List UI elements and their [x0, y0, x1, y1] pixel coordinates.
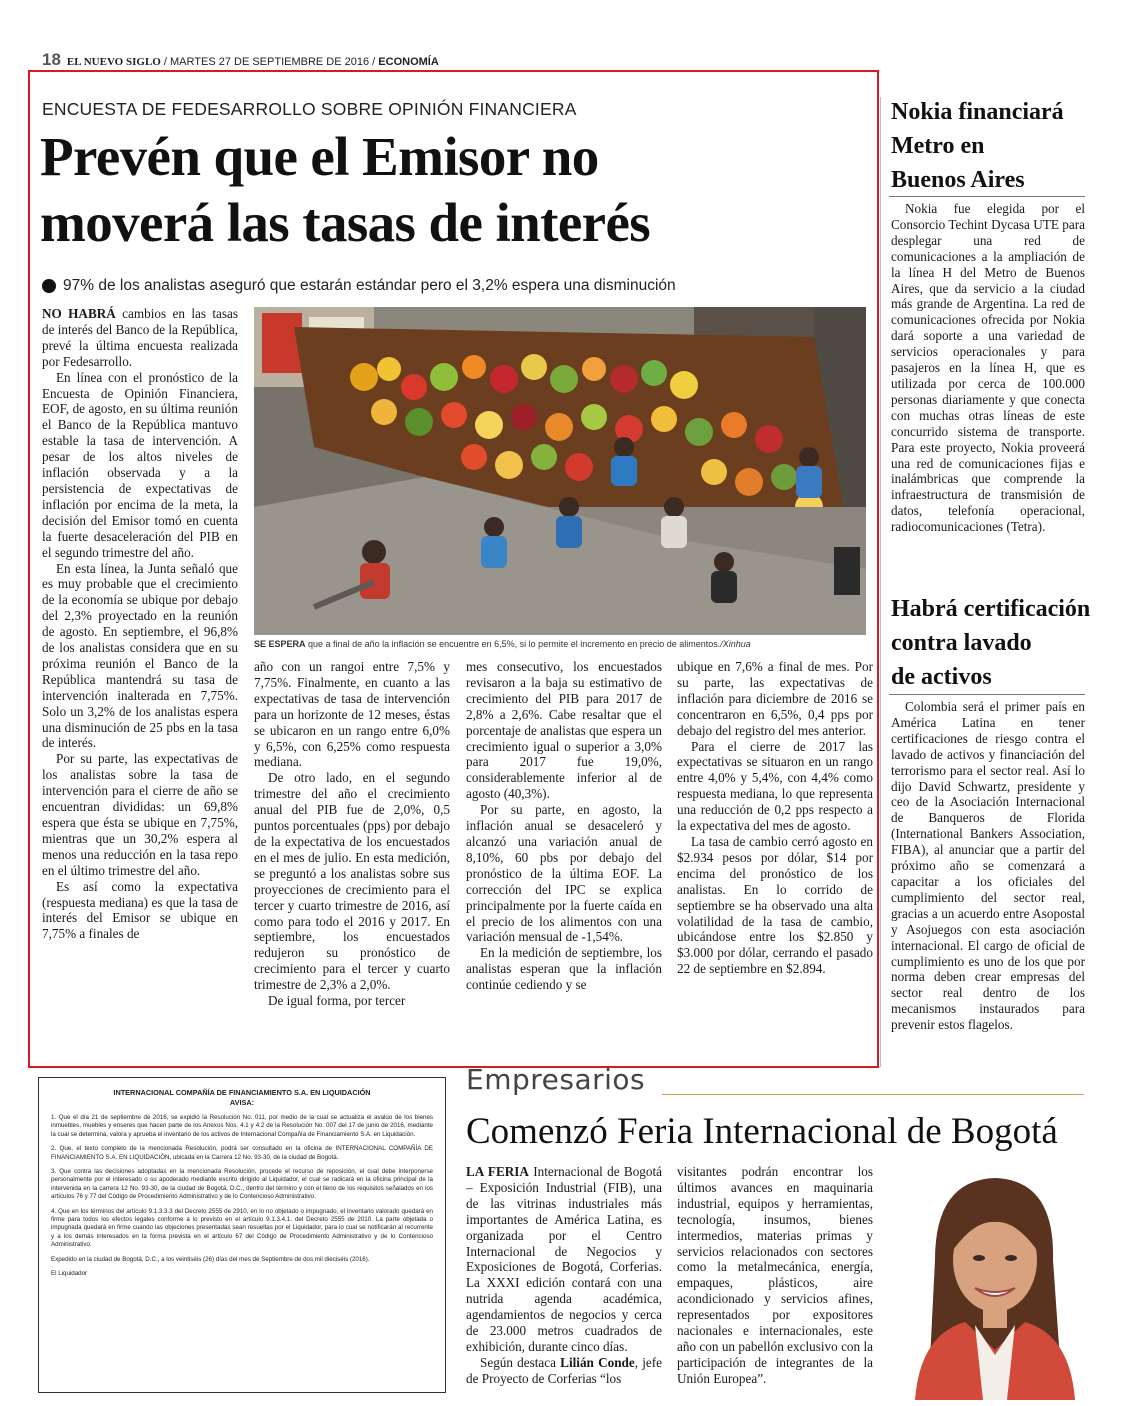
empresarios-column-1 — [466, 1164, 662, 1400]
paragraph: Colombia será el primer país en América Latina en tener certificaciones de riesgo contra el lavado de activos y financiación del terrorismo para el sector real. Así lo dijo David Schwartz, presidente y ceo de la Asociación Internacional de Banqueros de Florida (International Bankers Association, FIBA), al anunciar que a partir del próximo año se comenzará a capacitar a los oficiales del cumplimiento del sector real, gracias a un acuerdo entre Asopostal y Asojuegos con esta asociación internacional. El cargo de oficial de cumplimiento es uno de los que por norma deben crear empresas del sector real dentro de los mecanismos instaurados para prevenir estos flagelos. — [891, 699, 1085, 1033]
notice-paragraph: Expedido en la ciudad de Bogotá, D.C., a los veintiséis (26) días del mes de Septiembre de dos mil dieciséis (2016). — [51, 1255, 370, 1263]
page-number: 18 — [42, 50, 61, 69]
page-header — [42, 52, 1092, 70]
paragraph-text: Internacional de Bogotá – Exposición Industrial (FIB), una de las vitrinas industriales más importantes de América Latina, es organizada por el Centro Internacional de Negocios y Exposiciones de Bogotá, Corferias. La XXXI edición contará con una nutrida agenda académica, agendamientos de negocios y cerca de 23.000 metros cuadrados de exhibición, durante cinco días. — [466, 1164, 662, 1354]
market-photo — [254, 307, 866, 635]
sidebar-story-1-title — [891, 95, 1091, 197]
paragraph: visitantes podrán encontrar los últimos avances en maquinaria industrial, equipos y herramientas, tecnología, insumos, bienes intermedios, materias primas y servicios relacionados con sectores como la metalmecánica, energía, empaques, plásticos, aire acondicionado y servicios afines, representados por expositores nacionales e internacionales, este año con un pabellón exclusivo con la participación de integrantes de la Unión Europea”. — [677, 1164, 873, 1386]
section-rule — [662, 1094, 1084, 1095]
article-column-1 — [42, 306, 238, 1058]
column-divider — [880, 97, 881, 1067]
article-headline — [40, 124, 860, 256]
section-label: Empresarios — [466, 1063, 646, 1096]
paragraph: La tasa de cambio cerró agosto en $2.934 pesos por dólar, $14 por encima del pronóstico de los analistas. En lo corrido de septiembre se ha observado una alta volatilidad de la tasa de cambio, ubicándose entre los $2.850 y $3.000 por dólar, cerrando el pasado 22 de septiembre en $2.894. — [677, 833, 873, 977]
sidebar-story-2-title — [891, 592, 1091, 694]
subhead-text: 97% de los analistas aseguró que estarán estándar pero el 3,2% espera una disminución — [63, 277, 676, 294]
paragraph: De igual forma, por tercer — [268, 993, 406, 1009]
paragraph-text: Según destaca — [480, 1354, 561, 1370]
article-subhead — [42, 277, 862, 295]
paragraph: año con un rangoi entre 7,5% y 7,75%. Finalmente, en cuanto a las expectativas de tasa de intervención para un horizonte de 12 meses, éstas se ubicaron en un rango entre 6,0% y 6,5%, con 6,25% como respuesta mediana. — [254, 659, 450, 770]
title-line: contra lavado — [891, 630, 1032, 656]
paragraph: Para el cierre de 2017 las expectativas se situaron en un rango entre 4,0% y 5,4%, con 4,4% como respuesta mediana, lo que representa una reducción de 0,2 pps respecto a la expectativa del mes de agosto. — [677, 738, 873, 834]
headline-line-2: moverá las tasas de interés — [40, 192, 651, 253]
paragraph — [466, 1164, 662, 1355]
headline-line-1: Prevén que el Emisor no — [40, 126, 599, 187]
person-name: Lilián Conde — [560, 1354, 635, 1370]
section-name: ECONOMÍA — [378, 56, 439, 68]
notice-paragraph: 1. Que el día 21 de septiembre de 2016, se expidió la Resolución No. 011, por medio de la cual se actualiza el avalúo de los bienes inmuebles, muebles y enseres que hacen parte de los Anexos Nos. 4.1 y 4.2 de la Resolución No. 007 del 17 de junio de 2016, mediante la cual se determina, valora y aprueba el inventario de los activos de Internacional Compañía de Financiamiento S.A. en Liquidación. — [51, 1114, 433, 1138]
notice-signature: El Liquidador — [51, 1270, 88, 1278]
article-column-3 — [466, 659, 662, 1058]
empresarios-column-2 — [677, 1164, 873, 1400]
title-line: Habrá certificación — [891, 596, 1091, 622]
photo-caption — [254, 639, 874, 649]
caption-text: que a final de año la inflación se encuentre en 6,5%, si lo permite el incremento en precio de alimentos. — [305, 639, 721, 649]
divider — [889, 196, 1085, 197]
lead-in: LA FERIA — [466, 1164, 529, 1179]
paragraph: ubique en 7,6% a final de mes. Por su parte, las expectativas de inflación para diciembre de 2016 se concentraron en 6,5%, 0,4 pps por debajo del registro del mes anterior. — [677, 659, 873, 738]
portrait-photo — [895, 1160, 1095, 1400]
title-line: Nokia financiará — [891, 99, 1064, 125]
notice-paragraph: 3. Que contra las decisiones adoptadas en la mencionada Resolución, procede el recurso de reposición, el cual debe interponerse personalmente por el interesado o su apoderado mediante escrito dirigido al Liquidador, el cual se radicará en la oficina principal de la intervenida en la carrera 12 No. 93-30, de la ciudad de Bogotá, D.C., dentro del término y con el lleno de los requisitos señalados en los artículos 76 y 77 del Código de Procedimiento Administrativo y de lo Contencioso Administrativo. — [51, 1168, 433, 1201]
paragraph: En línea con el pronóstico de la Encuesta de Opinión Financiera, EOF, de agosto, en su última reunión el Banco de la República mantuvo estable la tasa de intervención. A pesar de los altos niveles de inflación observada y a la persistencia de expectativas de inflación por encima de la meta, la decisión del Emisor tomó en cuenta la fuerte desaceleración del PIB en el segundo trimestre del año. — [42, 369, 238, 560]
market-photo-illustration — [254, 307, 866, 635]
title-line: de activos — [891, 664, 992, 690]
paragraph: Es así como la expectativa (respuesta mediana) es que la tasa de interés del Emisor se ubique en 7,75% a finales de — [42, 878, 238, 942]
legal-notice — [38, 1077, 446, 1393]
notice-title: INTERNACIONAL COMPAÑÍA DE FINANCIAMIENTO S.A. EN LIQUIDACIÓN — [113, 1088, 371, 1097]
paragraph-text: cambios en las tasas de interés del Banco de la República, prevé la última encuesta realizada por Fedesarrollo. — [42, 306, 238, 369]
caption-lead: SE ESPERA — [254, 639, 306, 649]
notice-subtitle: AVISA: — [229, 1098, 255, 1107]
paragraph: Por su parte, en agosto, la inflación anual se desaceleró y alcanzó una variación anual de 8,10%, 60 pbs por debajo del pronóstico de la última EOF. La corrección del IPC se explica principalmente por la fuerte caída en el precio de los alimentos con una variación mensual de -1,54%. — [466, 802, 662, 945]
paragraph: mes consecutivo, los encuestados revisaron a la baja su estimativo de crecimiento del PIB para 2017 de 2,8% a 2,6%. Cabe resaltar que el porcentaje de analistas que espera un crecimiento igual o superior a 3,0% para 2017 fue 19,0%, considerablemente inferior al de agosto (40,3%). — [466, 659, 662, 802]
newspaper-name: EL NUEVO SIGLO — [66, 56, 161, 68]
lead-in: NO HABRÁ — [42, 306, 116, 321]
paragraph: Por su parte, las expectativas de los analistas sobre la tasa de intervención para el cierre de año se encuentran divididas: un 69,8% espera que ésta se ubique en 7,75%, mientras que un 30,2% espera al menos una reducción en la tasa repo en el último trimestre del año. — [42, 751, 238, 878]
paragraph-text: , jefe de Proyecto de Corferias “los — [466, 1354, 662, 1386]
sidebar-story-1-body — [891, 201, 1085, 579]
article-column-4 — [677, 659, 873, 1058]
title-line: Metro en — [891, 133, 985, 159]
article-column-2 — [254, 659, 450, 1058]
bullet-icon — [42, 279, 56, 293]
paragraph — [466, 1355, 662, 1387]
divider — [889, 694, 1085, 695]
paragraph: En la medición de septiembre, los analistas esperan que la inflación continúe cediendo y se — [466, 945, 662, 993]
photo-credit: /Xinhua — [720, 639, 751, 649]
portrait-illustration — [895, 1160, 1095, 1400]
paragraph — [42, 306, 238, 370]
article-kicker: ENCUESTA DE FEDESARROLLO SOBRE OPINIÓN FINANCIERA — [42, 99, 577, 119]
notice-paragraph: 2. Que, el texto completo de la mencionada Resolución, podrá ser consultado en la oficina de INTERNACIONAL COMPAÑÍA DE FINANCIAMIENTO S.A. EN LIQUIDACIÓN, ubicada en la Carrera 12 No. 93-30, de la ciudad de Bogotá. — [51, 1145, 433, 1161]
empresarios-headline: Comenzó Feria Internacional de Bogotá — [466, 1111, 1058, 1152]
paragraph: En esta línea, la Junta señaló que es muy probable que el crecimiento de la economía se ubique por debajo del 2,3% proyectado en la reunión de agosto. En septiembre, el 96,8% de los analistas considera que en su próxima reunión el Banco de la República mantendrá su tasa de intervención inalterada en 7,75%. Solo un 3,2% de los analistas espera una disminución de 25 pbs en la tasa de interés. — [42, 560, 238, 751]
title-line: Buenos Aires — [891, 167, 1025, 193]
paragraph: Nokia fue elegida por el Consorcio Techint Dycasa UTE para desplegar una red de comunicaciones a la ampliación de la línea H del Metro de Buenos Aires, que da servicio a la ciudad más grande de Argentina. La red de comunicaciones ofrecida por Nokia dará soporte a una variedad de servicios operacionales y para pasajeros en la línea H, que es utilizada por cerca de 100.000 personas diariamente y que conecta con muchas otras líneas de este concurrido sistema de transporte. Para este proyecto, Nokia proveerá una red de comunicaciones fijas e inalámbricas que comprende la infraestructura de transmisión de datos, telefonía operacional, radiocomunicaciones (Tetra). — [891, 201, 1085, 535]
paragraph: De otro lado, en el segundo trimestre del año el crecimiento anual del PIB fue de 2,0%, 0,5 puntos porcentuales (pps) por debajo de la expectativa de los encuestados en el mes de julio. En esta medición, se preguntó a los analistas sobre sus proyecciones de crecimiento para el tercer y cuarto trimestre de 2016, así como para todo el 2016 y 2017. En septiembre, los encuestados redujeron su pronóstico de crecimiento para el tercer y cuarto trimestre de 2,3% a 2,0%. — [254, 770, 450, 993]
notice-paragraph: 4. Que en los términos del artículo 9.1.3.3.3 del Decreto 2555 de 2910, en lo no objetado o impugnado, el inventario valorado quedará en firme para todos los efectos legales conforme a lo previsto en el artículo 9.1.3.4.1. del Decreto 2555 de 2010. La parte objetada o impugnada quedará en firme cuando las objeciones presentadas sean resueltas por el Liquidador, para lo cual se notificarán al recurrente y a los demás interesados en la forma prevista en el artículo 67 del Código de Procedimiento Administrativo y de lo Contencioso Administrativo. — [51, 1207, 433, 1249]
edition-date: / MARTES 27 DE SEPTIEMBRE DE 2016 / — [163, 56, 376, 68]
sidebar-story-2-body — [891, 699, 1085, 1074]
